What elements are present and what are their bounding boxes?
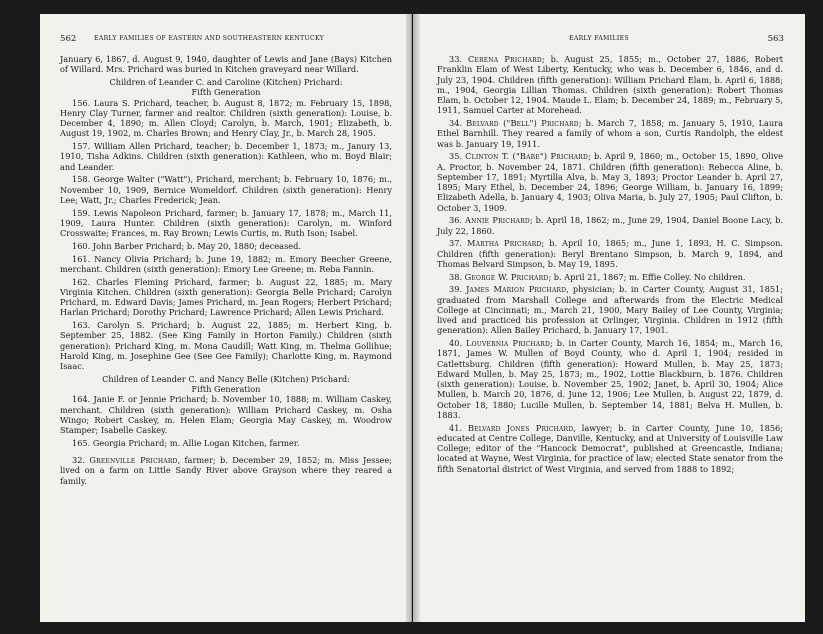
entry-text: ; b. April 10, 1865; m., June 1, 1893, H. C. Simpson. Children (fifth generation): Beryl Brentano Simpson, b. March 9, 1894, and Thomas Belvard Simpson, b. May 19, 1895.	[437, 238, 784, 269]
entry-paragraph	[437, 238, 783, 269]
entry-paragraph: 161. Nancy Olivia Prichard; b. June 19, 1882; m. Emory Beecher Greene, merchant. Children (sixth generation): Emory Lee Greene; m. Reba Fannin.	[60, 253, 392, 274]
right-page	[413, 14, 805, 622]
entry-number: 38.	[449, 271, 465, 282]
entry-paragraph: 157. William Allen Prichard, teacher; b. December 1, 1873; m., Janury 13, 1910, Tisha Adkins. Children (sixth generation): Kathleen, who m. Boyd Blair; and Leander.	[60, 141, 392, 172]
entry-paragraph: 162. Charles Fleming Prichard, farmer; b. August 22, 1885; m. Mary Virginia Kitchen. Children (sixth generation): Georgia Belle Prichard; Carolyn Prichard, m. Edward Davis; James Prichard, m. Jean Rogers; Herbert Prichard; Harlan Prichard; Dorothy Prichard; Lawrence Prichard; Allen Lewis Prichard.	[60, 276, 392, 318]
entry-number: 41.	[449, 422, 468, 433]
page-number: 563	[767, 34, 784, 44]
section-heading: Children of Leander C. and Caroline (Kitchen) Prichard:	[109, 77, 343, 87]
entry-paragraph: 165. Georgia Prichard; m. Allie Logan Kitchen, farmer.	[72, 437, 300, 448]
entry-text: , physician; b. in Carter County, August 31, 1851; graduated from Marshall College and afterwards from the Electric Medical College at Cincinnati; m., March 21, 1900, Mary Bailey of Lee County, Virginia; lived and practiced his profession at Orlinger, Virginia. Children in 1912 (fifth generation): Allen Bailey Prichard, b. January 17, 1901.	[437, 284, 783, 336]
entry-text: ; b. in Carter County, March 16, 1854; m., March 16, 1871, James W. Mullen of Boyd County, who d. April 1, 1904; resided in Catlettsburg. Children (fifth generation): Howard Mullen, b. May 25, 1873; Edward Mullen, b. May 25, 1873; m., 1902, Lottie Blackburn, b. 1876. Children (sixth generation): Louise, b. November 25, 1902; Janet, b. April 30, 1904; Alice Mullen, b. March 20, 1876, d. June 12, 1906; Lee Mullen, b. August 22, 1879, d. October 18, 1880; Lucille Mullen, b. September 14, 1881; Belva H. Mullen, b. 1883.	[437, 338, 783, 420]
running-title: EARLY FAMILIES OF EASTERN AND SOUTHEASTERN KENTUCKY	[94, 35, 325, 42]
entry-name: Cerena Prichard	[467, 54, 542, 64]
entry-number: 32.	[72, 455, 90, 465]
entry-name: Louvernia Prichard	[465, 338, 551, 348]
entry-paragraph: 159. Lewis Napoleon Prichard, farmer; b. January 17, 1878; m., March 11, 1909, Laura Hunter. Children (sixth generation): Carolyn, m. Winford Crosswaite; Frances, m. Ray Brown; Lewis Curtis, m. Ruth Ison; Isabel.	[60, 207, 392, 238]
section-heading: Fifth Generation	[191, 384, 261, 394]
section-heading: Fifth Generation	[191, 87, 261, 98]
entry-name: James Marion Prichard	[466, 284, 567, 295]
entry-paragraph: 163. Carolyn S. Prichard; b. August 22, 1885; m. Herbert King, b. September 25, 1882. (See King Family in Horton Family.) Children (sixth generation): Prichard King, m. Mona Caudill; Watt King, m. Thelma Gollihue; Harold King, m. Josephine Gee (See Gee Family); Charlotte King, m. Raymond Isaac.	[60, 320, 392, 371]
entry-name: Clinton T. ("Babe") Prichard	[465, 151, 589, 162]
entry-number: 34.	[449, 118, 467, 128]
entry-number: 37.	[449, 238, 467, 249]
entry-name: Greenville Prichard	[89, 455, 178, 465]
entry-paragraph: 156. Laura S. Prichard, teacher, b. August 8, 1872; m. February 15, 1898, Henry Clay Turner, farmer and realtor. Children (sixth generation): Louise, b. December 4, 1890; m. Allen Cloyd; Carolyn, b. March, 1901; Elizabeth, b. August 19, 1902, m. Charles Brown; and Henry Clay, Jr., b. March 28, 1905.	[60, 97, 392, 139]
entry-name: Belvard Jones Prichard	[467, 422, 574, 433]
entry-paragraph	[437, 338, 783, 420]
entry-paragraph: 158. George Walter ("Watt"), Prichard, merchant; b. February 10, 1876; m., November 10, 1909, Bernice Womeldorf. Children (sixth generation): Henry Lee; Watt, Jr.; Charles Frederick; Jean.	[60, 174, 392, 205]
entry-text: ; b. August 25, 1855; m., October 27, 1886, Robert Franklin Elam of West Liberty, Kentucky, who was b. December 6, 1846, and d. July 23, 1904. Children (fifth generation): William Prichard Elam, b. April 6, 1888; m., 1904, Georgia Lillian Thomas. Children (sixth generation): Robert Thomas Elam, b. October 12, 1904. Maude L. Elam; b. December 24, 1889; m., February 5, 1911, Samuel Carter at Morehead.	[437, 54, 783, 116]
entry-paragraph	[437, 54, 783, 116]
entry-number: 40.	[449, 338, 466, 348]
entry-text: ; b. April 21, 1867; m. Effie Colley. No children.	[548, 271, 746, 282]
entry-name: Belvard ("Bell") Prichard	[466, 118, 579, 128]
running-title: EARLY FAMILIES	[569, 35, 629, 42]
entry-number: 35.	[449, 151, 466, 162]
left-page	[40, 14, 412, 622]
section-heading: Children of Leander C. and Nancy Belle (Kitchen) Prichard:	[102, 373, 350, 384]
entry-name: George W. Prichard	[464, 271, 549, 282]
entry-text: , lawyer; b. in Carter County, June 10, 1856; educated at Centre College, Danville, Kentucky, and at University of Louisville Law College; editor of the "Hancock Democrat", published at Greencastle, Indiana; located at Wayne, West Virginia, for practice of law; elected State senator from the fifth Senatorial district of West Virginia, and served from 1888 to 1892;	[437, 422, 784, 474]
entry-paragraph	[437, 151, 783, 213]
page-number: 562	[60, 34, 77, 44]
entry-number: 33.	[449, 54, 468, 64]
entry-paragraph: 164. Janie F. or Jennie Prichard; b. November 10, 1888; m. William Caskey, merchant. Children (sixth generation): William Prichard Caskey, m. Osha Wingo; Robert Caskey, m. Helen Elam; Georgia May Caskey, m. Woodrow Stamper; Isabelle Caskey.	[60, 394, 392, 435]
page-body	[60, 54, 392, 488]
entry-paragraph	[437, 423, 783, 474]
page-body	[437, 54, 783, 476]
entry-name: Annie Prichard	[465, 215, 530, 226]
entry-text: , farmer; b. December 29, 1852; m. Miss Jessee; lived on a farm on Little Sandy River above Grayson where they reared a family.	[60, 455, 392, 486]
entry-number: 36.	[449, 215, 466, 226]
entry-paragraph: January 6, 1867, d. August 9, 1940, daughter of Lewis and Jane (Bays) Kitchen of Willard. Mrs. Prichard was buried in Kitchen graveyard near Willard.	[60, 54, 392, 75]
entry-paragraph	[437, 215, 783, 236]
entry-name: Martha Prichard	[466, 238, 542, 249]
entry-text: ; b. April 18, 1862; m., June 29, 1904, Daniel Boone Lacy, b. July 22, 1860.	[437, 215, 784, 236]
entry-paragraph: 160. John Barber Prichard; b. May 20, 1880; deceased.	[72, 240, 301, 251]
entry-text: ; b. April 9, 1860; m., October 15, 1890, Olive A. Proctor, b. November 24, 1871. Children (fifth generation): Rebecca Aline, b. September 17, 1891; Myrtilla Alva, b. May 3, 1893; Proctor Leander b. April 27, 1895; Mary Ethel, b. December 24, 1896; George William, b. January 16, 1899; Elizabeth Adella, b. January 4, 1903; Oliva Maria, b. July 27, 1905; Paul Clifton, b. October 3, 1909.	[437, 151, 784, 213]
entry-number: 39.	[449, 284, 467, 295]
entry-paragraph	[437, 284, 783, 335]
entry-paragraph	[60, 455, 392, 486]
entry-paragraph	[437, 118, 783, 149]
entry-paragraph	[437, 272, 783, 282]
entry-text: ; b. March 7, 1858; m. January 5, 1910, Laura Ethel Barnhill. They reared a family of whom a son, Curtis Randolph, the eldest was b. January 19, 1911.	[437, 118, 783, 149]
